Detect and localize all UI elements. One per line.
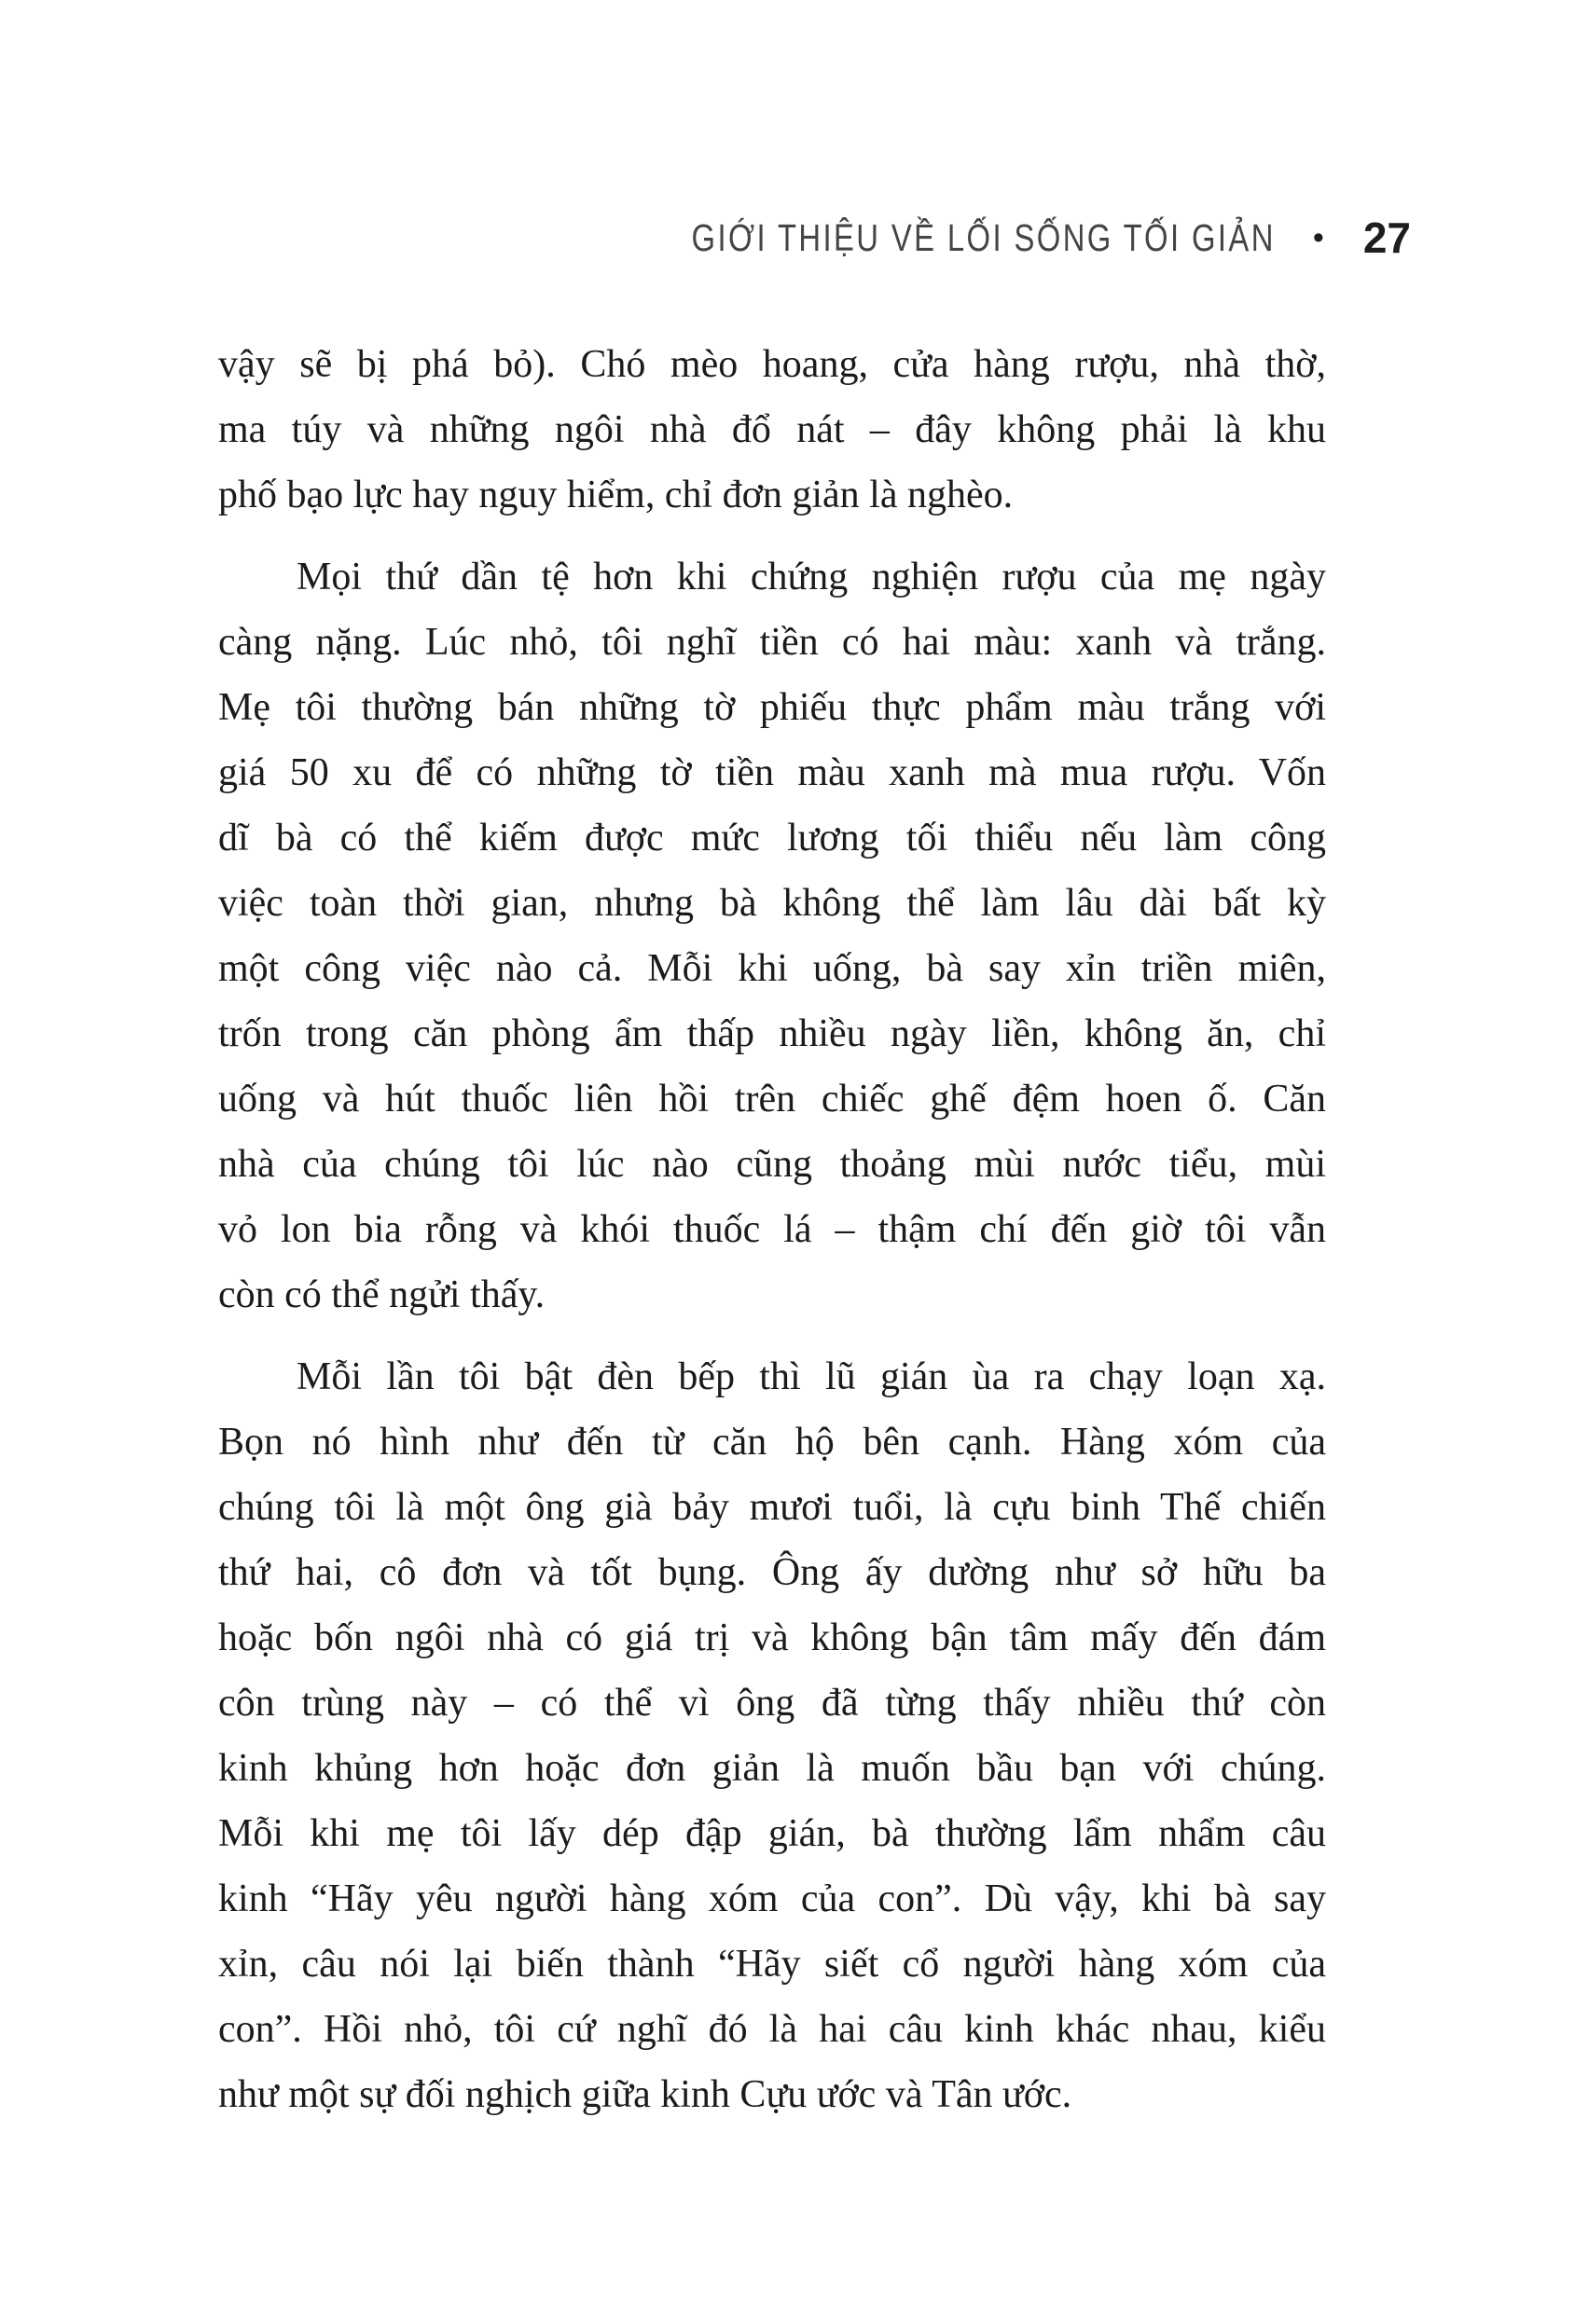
text-line: chúng tôi là một ông già bảy mươi tuổi, là cựu binh Thế chiến [218,1486,1326,1529]
text-line: nhà của chúng tôi lúc nào cũng thoảng mùi nước tiểu, mùi [218,1143,1326,1186]
text-line: trốn trong căn phòng ẩm thấp nhiều ngày liền, không ăn, chỉ [218,1012,1326,1055]
paragraph [218,332,1326,528]
text-line: con”. Hồi nhỏ, tôi cứ nghĩ đó là hai câu kinh khác nhau, kiểu [218,2008,1326,2051]
text-line: ma túy và những ngôi nhà đổ nát – đây không phải là khu [218,408,1326,451]
paragraph [218,544,1326,1327]
text-line: vậy sẽ bị phá bỏ). Chó mèo hoang, cửa hàng rượu, nhà thờ, [218,343,1326,386]
text-line: càng nặng. Lúc nhỏ, tôi nghĩ tiền có hai màu: xanh và trắng. [218,621,1326,664]
text-line: kinh “Hãy yêu người hàng xóm của con”. Dù vậy, khi bà say [218,1877,1326,1920]
text-line: còn có thể ngửi thấy. [218,1273,546,1316]
text-line: Mỗi lần tôi bật đèn bếp thì lũ gián ùa ra chạy loạn xạ. [297,1355,1326,1398]
text-line: một công việc nào cả. Mỗi khi uống, bà say xỉn triền miên, [218,947,1326,990]
text-line: côn trùng này – có thể vì ông đã từng thấy nhiều thứ còn [218,1682,1326,1725]
text-line: Mọi thứ dần tệ hơn khi chứng nghiện rượu của mẹ ngày [297,556,1326,598]
text-line: xỉn, câu nói lại biến thành “Hãy siết cổ người hàng xóm của [218,1943,1326,1986]
text-line: thứ hai, cô đơn và tốt bụng. Ông ấy dường như sở hữu ba [218,1551,1326,1594]
text-line: Mẹ tôi thường bán những tờ phiếu thực phẩm màu trắng với [218,686,1326,729]
text-line: Mỗi khi mẹ tôi lấy dép đập gián, bà thường lẩm nhẩm câu [218,1812,1326,1855]
text-line: dĩ bà có thể kiếm được mức lương tối thiểu nếu làm công [218,817,1326,859]
text-line: như một sự đối nghịch giữa kinh Cựu ước và Tân ước. [218,2073,1072,2116]
text-line: kinh khủng hơn hoặc đơn giản là muốn bầu bạn với chúng. [218,1747,1326,1790]
text-line: giá 50 xu để có những tờ tiền màu xanh mà mua rượu. Vốn [218,751,1326,794]
page-body-text [218,332,1326,2127]
paragraph [218,1344,1326,2127]
text-line: việc toàn thời gian, nhưng bà không thể làm lâu dài bất kỳ [218,882,1326,925]
text-line: phố bạo lực hay nguy hiểm, chỉ đơn giản là nghèo. [218,474,1014,516]
bullet-separator-icon: • [1312,220,1324,255]
text-line: uống và hút thuốc liên hồi trên chiếc ghế đệm hoen ố. Căn [218,1078,1326,1121]
page-header [546,213,1411,263]
text-line: vỏ lon bia rỗng và khói thuốc lá – thậm chí đến giờ tôi vẫn [218,1208,1326,1251]
text-line: hoặc bốn ngôi nhà có giá trị và không bận tâm mấy đến đám [218,1616,1326,1659]
page-number: 27 [1362,213,1411,262]
running-title: GIỚI THIỆU VỀ LỐI SỐNG TỐI GIẢN [691,215,1276,259]
text-line: Bọn nó hình như đến từ căn hộ bên cạnh. Hàng xóm của [218,1421,1326,1464]
